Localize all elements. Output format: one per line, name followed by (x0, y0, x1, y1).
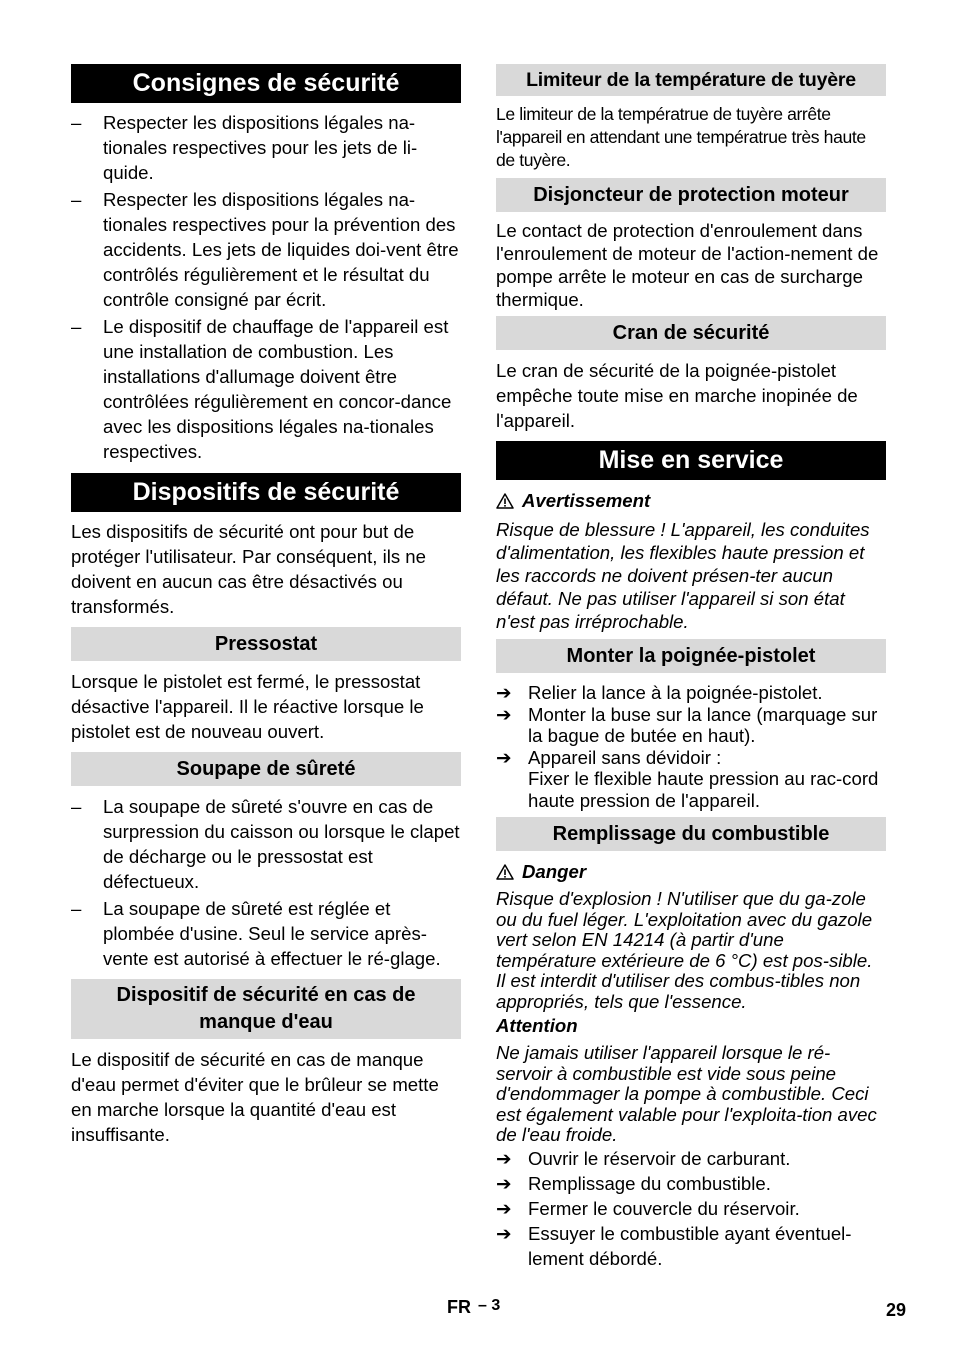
fuel-list (496, 1146, 886, 1271)
arrow-right-icon: ➔ (496, 1222, 512, 1244)
disjoncteur-text: Le contact de protection d'enroulement dans l'enroulement de moteur de l'action-nement de pompe arrête le moteur en cas de surcharge thermique. (496, 220, 879, 310)
list-item: – Respecter les dispositions légales na-tionales respectives pour la prévention des accidents. Les jets de liquides doi-vent être contrôlés régulièrement et le résultat du contrôle consigné par écrit. (71, 189, 459, 310)
heading-remplissage: Remplissage du combustible (496, 817, 886, 851)
heading-consignes: Consignes de sécurité (71, 64, 461, 103)
list-item: – La soupape de sûreté s'ouvre en cas de surpression du caisson ou lorsque le clapet de décharge ou le pressostat est défectueux. (71, 796, 460, 892)
arrow-right-icon: ➔ (496, 1147, 512, 1169)
arrow-right-icon: ➔ (496, 746, 512, 768)
list-item: ➔ Ouvrir le réservoir de carburant. (496, 1147, 791, 1169)
attention-text: Ne jamais utiliser l'appareil lorsque le ré-servoir à combustible est vide sous peine d'endommager la pompe à combustible. Ceci est également valable pour l'exploita-tion avec de l'eau froide. (496, 1042, 877, 1145)
avertissement-text: Risque de blessure ! L'appareil, les conduites d'alimentation, les flexibles haute pression et les raccords ne doivent présen-ter aucun défaut. Ne pas utiliser l'appareil si son état n'est pas irréprochable. (496, 519, 870, 632)
arrow-right-icon: ➔ (496, 682, 512, 703)
soupape-list (71, 794, 461, 971)
list-item: – La soupape de sûreté est réglée et plombée d'usine. Seul le service après-vente est autorisé à effectuer le ré-glage. (71, 898, 441, 969)
warning-triangle-icon (496, 864, 514, 880)
consignes-list (71, 110, 461, 464)
list-item: ➔ Relier la lance à la poignée-pistolet. (496, 682, 823, 703)
arrow-right-icon: ➔ (496, 703, 512, 725)
avertissement-heading: Avertissement (496, 489, 886, 513)
footer-language: FR (447, 1297, 471, 1317)
list-item: ➔ Appareil sans dévidoir : Fixer le flexible haute pression au rac-cord haute pression de l'appareil. (496, 746, 879, 811)
list-item: – Le dispositif de chauffage de l'appareil est une installation de combustion. Les installations d'allumage doivent être contrôlées régulièrement en concor-dance avec les dispositions légales na-tionales respectives. (71, 316, 452, 462)
list-item: ➔ Monter la buse sur la lance (marquage sur la bague de butée en haut). (496, 703, 878, 746)
pressostat-text: Lorsque le pistolet est fermé, le pressostat désactive l'appareil. Il le réactive lorsque le pistolet est de nouveau ouvert. (71, 671, 424, 742)
dispositifs-text: Les dispositifs de sécurité ont pour but de protéger l'utilisateur. Par conséquent, ils ne doivent en aucun cas être désactivés ou transformés. (71, 521, 426, 617)
right-column (496, 64, 886, 1271)
warning-triangle-icon (496, 493, 514, 509)
list-item: ➔ Essuyer le combustible ayant éventuel-lement débordé. (496, 1222, 852, 1269)
heading-manque-eau: Dispositif de sécurité en cas de manque d'eau (71, 979, 461, 1039)
list-item: ➔ Fermer le couvercle du réservoir. (496, 1197, 800, 1219)
attention-heading: Attention (496, 1015, 578, 1036)
heading-disjoncteur: Disjoncteur de protection moteur (496, 178, 886, 212)
heading-mise-en-service: Mise en service (496, 441, 886, 480)
heading-cran: Cran de sécurité (496, 316, 886, 350)
heading-limiteur: Limiteur de la température de tuyère (496, 64, 886, 96)
list-item: – Respecter les dispositions légales na-tionales respectives pour les jets de li-quide. (71, 112, 418, 183)
heading-soupape: Soupape de sûreté (71, 752, 461, 786)
footer-language-section (447, 1297, 500, 1318)
heading-dispositifs: Dispositifs de sécurité (71, 473, 461, 512)
cran-text: Le cran de sécurité de la poignée-pistolet empêche toute mise en marche inopinée de l'appareil. (496, 360, 858, 431)
monter-list (496, 682, 886, 811)
heading-pressostat: Pressostat (71, 627, 461, 661)
list-item: ➔ Remplissage du combustible. (496, 1172, 771, 1194)
page-number: 29 (885, 1300, 906, 1320)
footer-section: – 3 (478, 1297, 501, 1314)
arrow-right-icon: ➔ (496, 1197, 512, 1219)
manque-eau-text: Le dispositif de sécurité en cas de manque d'eau permet d'éviter que le brûleur se mette en marche lorsque la quantité d'eau est insuffisante. (71, 1049, 439, 1145)
left-column (71, 64, 461, 1147)
danger-heading: Danger (496, 860, 886, 884)
arrow-right-icon: ➔ (496, 1172, 512, 1194)
danger-text: Risque d'explosion ! N'utiliser que du ga-zole ou du fuel léger. L'exploitation avec du gazole vert selon EN 14214 (à partir d'une température extérieure de 6 °C) est pos-sible. Il est interdit d'utiliser des combus-tibles non appropriés, tels que l'essence. (496, 888, 873, 1012)
limiteur-text: Le limiteur de la températrue de tuyère arrête l'appareil en attendant une températrue très haute de tuyère. (496, 104, 866, 170)
heading-monter: Monter la poignée-pistolet (496, 639, 886, 673)
